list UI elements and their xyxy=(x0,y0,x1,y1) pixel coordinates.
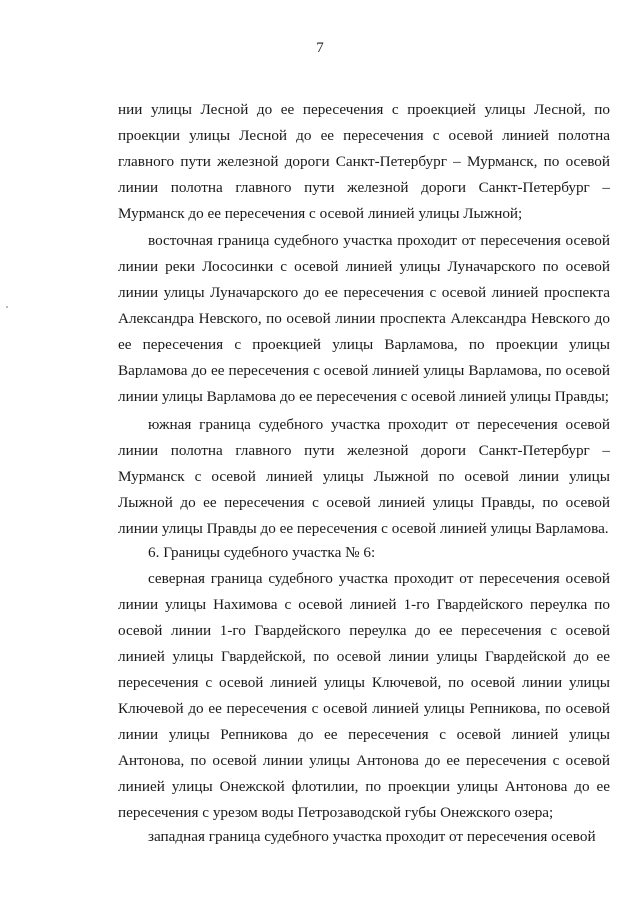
paragraph-northern-boundary xyxy=(118,566,610,826)
paragraph-southern-boundary xyxy=(118,412,610,542)
paragraph-eastern-boundary xyxy=(118,228,610,410)
section-heading-text: 6. Границы судебного участка № 6: xyxy=(148,544,376,561)
paragraph-text: северная граница судебного участка проходит от пересечения осевой линии улицы Нахимова с осевой линией 1-го Гвардейского переулка по осевой линии 1-го Гвардейского переулка до ее пересечения с осевой линией улицы Гвардейской, по осевой линии улицы Гвардейской до ее пересечения с осевой линией улицы Ключевой, по осевой линии улицы Ключевой до ее пересечения с осевой линией улицы Репникова, по осевой линии улицы Репникова до ее пересечения с осевой линией улицы Антонова, по осевой линии улицы Антонова до ее пересечения с осевой линией улицы Онежской флотилии, по проекции улицы Антонова до ее пересечения с урезом воды Петрозаводской губы Онежского озера; xyxy=(118,570,610,821)
paragraph-text: южная граница судебного участка проходит от пересечения осевой линии полотна главного пути железной дороги Санкт-Петербург – Мурманск с осевой линией улицы Лыжной по осевой линии улицы Лыжной до ее пересечения с осевой линией улицы Правды, по осевой линии улицы Правды до ее пересечения с осевой линией улицы Варламова. xyxy=(118,416,610,537)
paragraph-western-boundary xyxy=(118,824,610,850)
paragraph-lesnaya-continuation xyxy=(118,97,610,227)
section-heading-6 xyxy=(118,540,610,566)
margin-mark xyxy=(6,306,8,308)
paragraph-text: западная граница судебного участка проходит от пересечения осевой xyxy=(148,828,596,845)
paragraph-text: восточная граница судебного участка проходит от пересечения осевой линии реки Лососинки с осевой линией улицы Луначарского по осевой линии улицы Луначарского до ее пересечения с осевой линией проспекта Александра Невского, по осевой линии проспекта Александра Невского до ее пересечения с проекцией улицы Варламова, по проекции улицы Варламова до ее пересечения с осевой линией улицы Варламова, по осевой линии улицы Варламова до ее пересечения с осевой линией улицы Правды; xyxy=(118,232,610,405)
page-number: 7 xyxy=(316,40,324,56)
paragraph-text: нии улицы Лесной до ее пересечения с проекцией улицы Лесной, по проекции улицы Лесной до ее пересечения с осевой линией полотна главного пути железной дороги Санкт-Петербург – Мурманск, по осевой линии полотна главного пути железной дороги Санкт-Петербург – Мурманск до ее пересечения с осевой линией улицы Лыжной; xyxy=(118,101,610,222)
